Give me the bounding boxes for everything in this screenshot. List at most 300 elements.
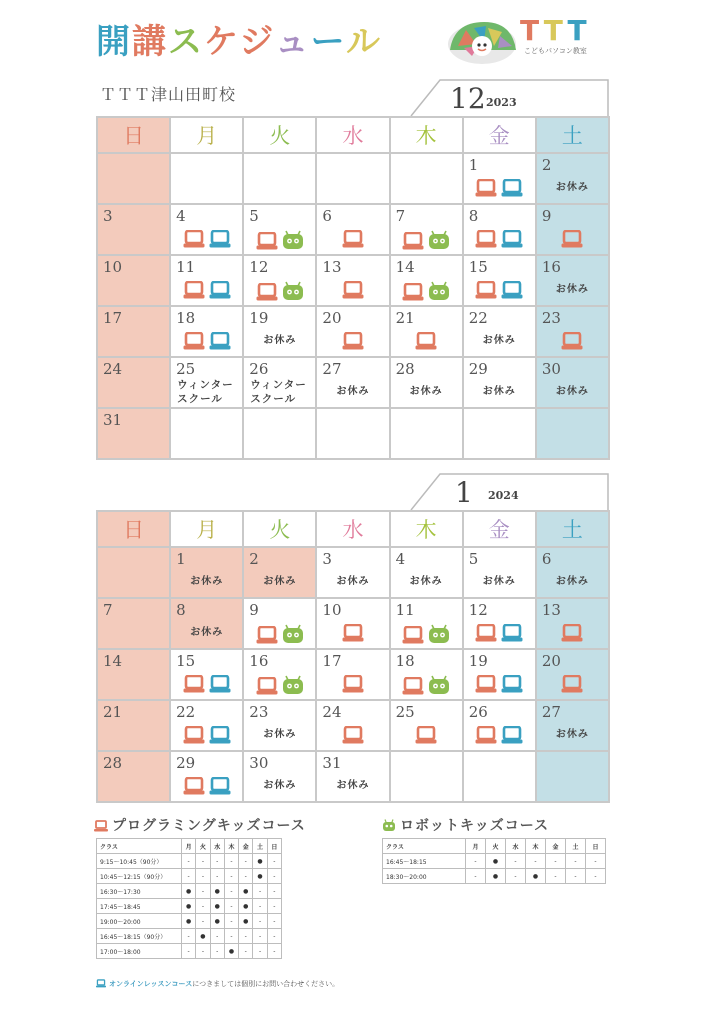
class-icons	[244, 281, 315, 301]
day-number: 6	[322, 207, 332, 225]
day-cell	[243, 204, 316, 255]
class-icons	[464, 726, 535, 744]
laptop-icon	[94, 820, 108, 832]
day-number: 21	[103, 703, 123, 721]
schedule-mark: -	[196, 869, 210, 884]
class-icons	[317, 230, 388, 248]
class-icons	[537, 675, 608, 693]
laptop-orange-icon	[342, 675, 364, 693]
robot-icon	[282, 675, 304, 695]
schedule-mark: -	[466, 869, 486, 884]
laptop-blue-icon	[209, 675, 231, 693]
day-cell	[170, 547, 243, 598]
schedule-mark: -	[267, 899, 281, 914]
day-cell	[243, 751, 316, 802]
day-number: 19	[468, 652, 488, 670]
day-cell	[463, 700, 536, 751]
schedule-mark: -	[196, 854, 210, 869]
class-icons	[317, 624, 388, 642]
day-number: 20	[541, 652, 561, 670]
laptop-orange-icon	[342, 726, 364, 744]
class-time: 10:45〜12:15（90分）	[97, 869, 182, 884]
class-icons	[171, 777, 242, 795]
day-number: 6	[541, 550, 552, 568]
day-number: 7	[395, 207, 406, 225]
schedule-mark: -	[466, 854, 486, 869]
laptop-orange-icon	[256, 283, 278, 301]
day-cell	[316, 547, 389, 598]
schedule-row	[383, 869, 606, 884]
week-row	[97, 255, 609, 306]
title-char: ー	[310, 22, 346, 62]
day-number: 12	[249, 258, 269, 276]
schedule-mark: ●	[210, 914, 224, 929]
robot-icon	[282, 281, 304, 301]
day-cell	[316, 255, 389, 306]
day-number: 14	[103, 652, 123, 670]
day-number: 4	[176, 207, 186, 225]
day-cell	[243, 547, 316, 598]
day-number: 11	[395, 601, 415, 619]
schedule-row	[97, 869, 282, 884]
day-cell	[536, 153, 609, 204]
day-cell	[390, 255, 463, 306]
day-cell	[243, 357, 316, 408]
day-cell	[536, 700, 609, 751]
day-cell	[170, 700, 243, 751]
title-char: ケ	[204, 22, 240, 62]
closed-label: お休み	[555, 729, 589, 740]
class-time: 17:00〜18:00	[97, 944, 182, 959]
day-cell	[390, 357, 463, 408]
class-icons	[171, 281, 242, 299]
day-number: 31	[322, 754, 342, 772]
laptop-orange-icon	[402, 677, 424, 695]
closed-label: お休み	[336, 780, 370, 791]
schedule-mark: -	[239, 854, 253, 869]
laptop-orange-icon	[415, 332, 437, 350]
laptop-blue-icon	[209, 332, 231, 350]
day-number: 27	[541, 703, 561, 721]
week-row	[97, 153, 609, 204]
logo-subtitle: こどもパソコン教室	[524, 47, 587, 55]
day-number: 21	[395, 309, 415, 327]
schedule-mark: -	[267, 929, 281, 944]
class-icons	[391, 281, 462, 301]
laptop-orange-icon	[183, 332, 205, 350]
class-icons	[464, 179, 535, 197]
schedule-mark: -	[253, 884, 267, 899]
day-number: 26	[249, 360, 269, 378]
schedule-mark: -	[210, 944, 224, 959]
weekday-header: 土	[536, 511, 609, 547]
day-number: 29	[176, 754, 196, 772]
schedule-mark: -	[566, 854, 586, 869]
robot-icon	[428, 675, 450, 695]
footer-text: につきましては個別にお問い合わせください。	[192, 980, 340, 988]
day-cell	[316, 700, 389, 751]
day-cell	[243, 306, 316, 357]
day-cell	[463, 547, 536, 598]
schedule-mark: -	[267, 944, 281, 959]
day-cell	[170, 649, 243, 700]
schedule-header: 木	[526, 839, 546, 854]
day-cell	[97, 153, 170, 204]
week-row	[97, 547, 609, 598]
schedule-mark: -	[566, 869, 586, 884]
day-cell	[536, 408, 609, 459]
day-cell	[97, 598, 170, 649]
day-cell	[170, 408, 243, 459]
day-cell	[97, 649, 170, 700]
schedule-row	[97, 944, 282, 959]
day-number: 25	[395, 703, 415, 721]
schedule-row	[97, 929, 282, 944]
class-icons	[171, 332, 242, 350]
closed-label: お休み	[409, 576, 443, 587]
day-cell	[316, 598, 389, 649]
laptop-orange-icon	[256, 232, 278, 250]
day-cell	[463, 408, 536, 459]
day-number: 18	[176, 309, 196, 327]
laptop-orange-icon	[402, 283, 424, 301]
day-number: 15	[468, 258, 488, 276]
day-cell	[536, 255, 609, 306]
class-time: 9:15〜10:45（90分）	[97, 854, 182, 869]
closed-label: お休み	[482, 386, 516, 397]
day-number: 28	[395, 360, 415, 378]
turtle-logo-icon	[444, 16, 519, 66]
schedule-mark: -	[196, 944, 210, 959]
schedule-mark: -	[224, 899, 238, 914]
schedule-mark: ●	[239, 914, 253, 929]
schedule-header: クラス	[97, 839, 182, 854]
schedule-header: 月	[466, 839, 486, 854]
class-time: 19:00〜20:00	[97, 914, 182, 929]
laptop-orange-icon	[183, 281, 205, 299]
laptop-orange-icon	[342, 332, 364, 350]
school-name: ＴＴＴ津山田町校	[100, 85, 237, 104]
class-icons	[171, 230, 242, 248]
class-icons	[464, 675, 535, 693]
day-number: 23	[541, 309, 561, 327]
schedule-header: 木	[224, 839, 238, 854]
class-icons	[391, 624, 462, 644]
closed-label: お休み	[190, 576, 224, 587]
programming-legend-title	[94, 815, 306, 835]
calendar-january	[96, 510, 610, 803]
laptop-orange-icon	[475, 281, 497, 299]
day-cell	[170, 255, 243, 306]
schedule-header: 火	[486, 839, 506, 854]
weekday-header: 月	[170, 117, 243, 153]
closed-label: お休み	[555, 284, 589, 295]
day-cell	[390, 306, 463, 357]
day-number: 1	[468, 156, 479, 174]
schedule-mark: -	[546, 854, 566, 869]
schedule-mark: -	[253, 929, 267, 944]
day-cell	[316, 306, 389, 357]
day-cell	[170, 204, 243, 255]
day-number: 15	[176, 652, 196, 670]
closed-label: お休み	[409, 386, 443, 397]
day-cell	[243, 700, 316, 751]
weekday-header: 木	[390, 117, 463, 153]
laptop-orange-icon	[183, 777, 205, 795]
schedule-header: 日	[267, 839, 281, 854]
laptop-blue-icon	[501, 281, 523, 299]
class-time: 16:45〜18:15	[383, 854, 466, 869]
day-number: 12	[468, 601, 488, 619]
laptop-blue-icon	[209, 230, 231, 248]
class-icons	[171, 675, 242, 693]
schedule-mark: ●	[486, 869, 506, 884]
closed-label: お休み	[190, 627, 224, 638]
winter-school-label: ウィンター スクール	[177, 379, 234, 405]
day-cell	[390, 204, 463, 255]
week-row	[97, 204, 609, 255]
schedule-row	[383, 854, 606, 869]
weekday-header: 日	[97, 511, 170, 547]
day-number: 14	[395, 258, 415, 276]
day-cell	[390, 598, 463, 649]
schedule-mark: -	[239, 869, 253, 884]
day-cell	[243, 598, 316, 649]
week-row	[97, 357, 609, 408]
schedule-header: クラス	[383, 839, 466, 854]
day-number: 27	[322, 360, 342, 378]
day-cell	[170, 357, 243, 408]
robot-icon	[428, 624, 450, 644]
day-number: 24	[322, 703, 342, 721]
laptop-orange-icon	[561, 675, 583, 693]
day-number: 10	[103, 258, 123, 276]
title-char: ュ	[274, 22, 311, 62]
schedule-mark: ●	[210, 884, 224, 899]
schedule-mark: ●	[253, 854, 267, 869]
day-number: 8	[176, 601, 186, 619]
day-cell	[536, 598, 609, 649]
robot-schedule-table	[382, 838, 606, 884]
closed-label: お休み	[555, 182, 589, 193]
schedule-mark: -	[586, 869, 606, 884]
month-number: 1	[455, 476, 473, 509]
class-time: 17:45〜18:45	[97, 899, 182, 914]
day-cell	[390, 547, 463, 598]
schedule-mark: -	[224, 869, 238, 884]
week-row	[97, 700, 609, 751]
day-cell	[390, 649, 463, 700]
day-cell	[97, 547, 170, 598]
laptop-blue-icon	[501, 179, 523, 197]
laptop-orange-icon	[402, 626, 424, 644]
title-char: ス	[168, 22, 204, 62]
laptop-orange-icon	[183, 230, 205, 248]
closed-label: お休み	[263, 729, 297, 740]
schedule-mark: -	[267, 869, 281, 884]
weekday-header: 金	[463, 511, 536, 547]
robot-icon	[282, 230, 304, 250]
laptop-orange-icon	[183, 675, 205, 693]
day-number: 28	[103, 754, 123, 772]
laptop-orange-icon	[475, 179, 497, 197]
laptop-orange-icon	[475, 726, 497, 744]
laptop-orange-icon	[475, 230, 497, 248]
title-char: ル	[345, 22, 382, 62]
schedule-mark: ●	[239, 899, 253, 914]
week-row	[97, 306, 609, 357]
programming-schedule-table	[96, 838, 282, 959]
schedule-mark: -	[239, 929, 253, 944]
day-cell	[390, 751, 463, 802]
day-number: 20	[322, 309, 342, 327]
weekday-header: 金	[463, 117, 536, 153]
schedule-header: 水	[506, 839, 526, 854]
day-cell	[316, 153, 389, 204]
schedule-mark: -	[182, 929, 196, 944]
schedule-mark: -	[210, 854, 224, 869]
class-icons	[464, 624, 535, 642]
closed-label: お休み	[263, 780, 297, 791]
schedule-mark: ●	[486, 854, 506, 869]
schedule-header: 土	[566, 839, 586, 854]
month-year: 2024	[488, 489, 519, 502]
day-number: 13	[541, 601, 561, 619]
day-cell	[170, 153, 243, 204]
day-cell	[170, 751, 243, 802]
schedule-mark: -	[253, 944, 267, 959]
schedule-row	[97, 899, 282, 914]
day-number: 1	[176, 550, 186, 568]
schedule-mark: -	[224, 884, 238, 899]
schedule-mark: ●	[224, 944, 238, 959]
day-number: 29	[468, 360, 488, 378]
closed-label: お休み	[336, 386, 370, 397]
schedule-mark: -	[224, 854, 238, 869]
day-number: 19	[249, 309, 269, 327]
day-cell	[536, 204, 609, 255]
schedule-header: 火	[196, 839, 210, 854]
weekday-header: 水	[316, 117, 389, 153]
laptop-blue-icon	[209, 726, 231, 744]
day-number: 23	[249, 703, 269, 721]
laptop-orange-icon	[256, 626, 278, 644]
day-number: 3	[103, 207, 113, 225]
laptop-orange-icon	[256, 677, 278, 695]
weekday-header: 火	[243, 117, 316, 153]
day-number: 22	[468, 309, 488, 327]
title-char: ジ	[239, 22, 275, 62]
laptop-orange-icon	[183, 726, 205, 744]
day-number: 30	[249, 754, 269, 772]
closed-label: お休み	[555, 576, 589, 587]
schedule-mark: ●	[182, 899, 196, 914]
day-number: 5	[468, 550, 479, 568]
online-course-link: オンラインレッスンコース	[109, 980, 193, 988]
class-icons	[317, 281, 388, 299]
class-icons	[244, 230, 315, 250]
day-number: 18	[395, 652, 415, 670]
day-number: 7	[103, 601, 113, 619]
laptop-blue-icon	[501, 675, 523, 693]
schedule-mark: ●	[210, 899, 224, 914]
day-cell	[390, 408, 463, 459]
class-icons	[537, 230, 608, 248]
logo-letter: T	[543, 14, 568, 47]
class-icons	[391, 675, 462, 695]
day-number: 13	[322, 258, 342, 276]
class-icons	[391, 230, 462, 250]
weekday-header: 木	[390, 511, 463, 547]
footer-note	[96, 979, 339, 989]
schedule-header: 土	[253, 839, 267, 854]
day-number: 4	[395, 550, 406, 568]
schedule-mark: -	[253, 899, 267, 914]
robot-legend-title	[382, 815, 549, 835]
schedule-header: 月	[182, 839, 196, 854]
day-cell	[536, 306, 609, 357]
class-time: 16:45〜18:15（90分）	[97, 929, 182, 944]
day-cell	[97, 357, 170, 408]
day-number: 2	[249, 550, 259, 568]
schedule-header: 水	[210, 839, 224, 854]
schedule-header: 金	[239, 839, 253, 854]
schedule-mark: -	[182, 854, 196, 869]
weekday-header: 水	[316, 511, 389, 547]
schedule-mark: -	[586, 854, 606, 869]
schedule-mark: -	[196, 914, 210, 929]
day-number: 30	[541, 360, 561, 378]
day-cell	[97, 700, 170, 751]
class-icons	[317, 332, 388, 350]
week-row	[97, 598, 609, 649]
schedule-mark: ●	[196, 929, 210, 944]
day-cell	[316, 751, 389, 802]
schedule-mark: -	[546, 869, 566, 884]
schedule-mark: -	[267, 854, 281, 869]
day-number: 9	[541, 207, 552, 225]
day-number: 9	[249, 601, 259, 619]
day-number: 2	[541, 156, 552, 174]
schedule-mark: -	[210, 869, 224, 884]
month-number: 12	[450, 82, 486, 115]
day-cell	[463, 649, 536, 700]
schedule-mark: -	[182, 944, 196, 959]
logo-letter: T	[567, 14, 591, 47]
class-icons	[391, 726, 462, 744]
class-time: 18:30〜20:00	[383, 869, 466, 884]
laptop-orange-icon	[475, 624, 497, 642]
winter-school-label: ウィンター スクール	[250, 379, 307, 405]
week-row	[97, 649, 609, 700]
robot-icon	[428, 281, 450, 301]
day-cell	[243, 255, 316, 306]
class-icons	[317, 726, 388, 744]
schedule-header: 金	[546, 839, 566, 854]
day-cell	[243, 408, 316, 459]
weekday-header: 月	[170, 511, 243, 547]
day-cell	[97, 306, 170, 357]
day-cell	[536, 751, 609, 802]
weekday-header: 土	[536, 117, 609, 153]
day-cell	[463, 204, 536, 255]
laptop-blue-icon	[209, 281, 231, 299]
laptop-orange-icon	[475, 675, 497, 693]
schedule-mark: -	[506, 869, 526, 884]
day-cell	[316, 649, 389, 700]
laptop-blue-icon	[501, 624, 523, 642]
day-cell	[536, 649, 609, 700]
